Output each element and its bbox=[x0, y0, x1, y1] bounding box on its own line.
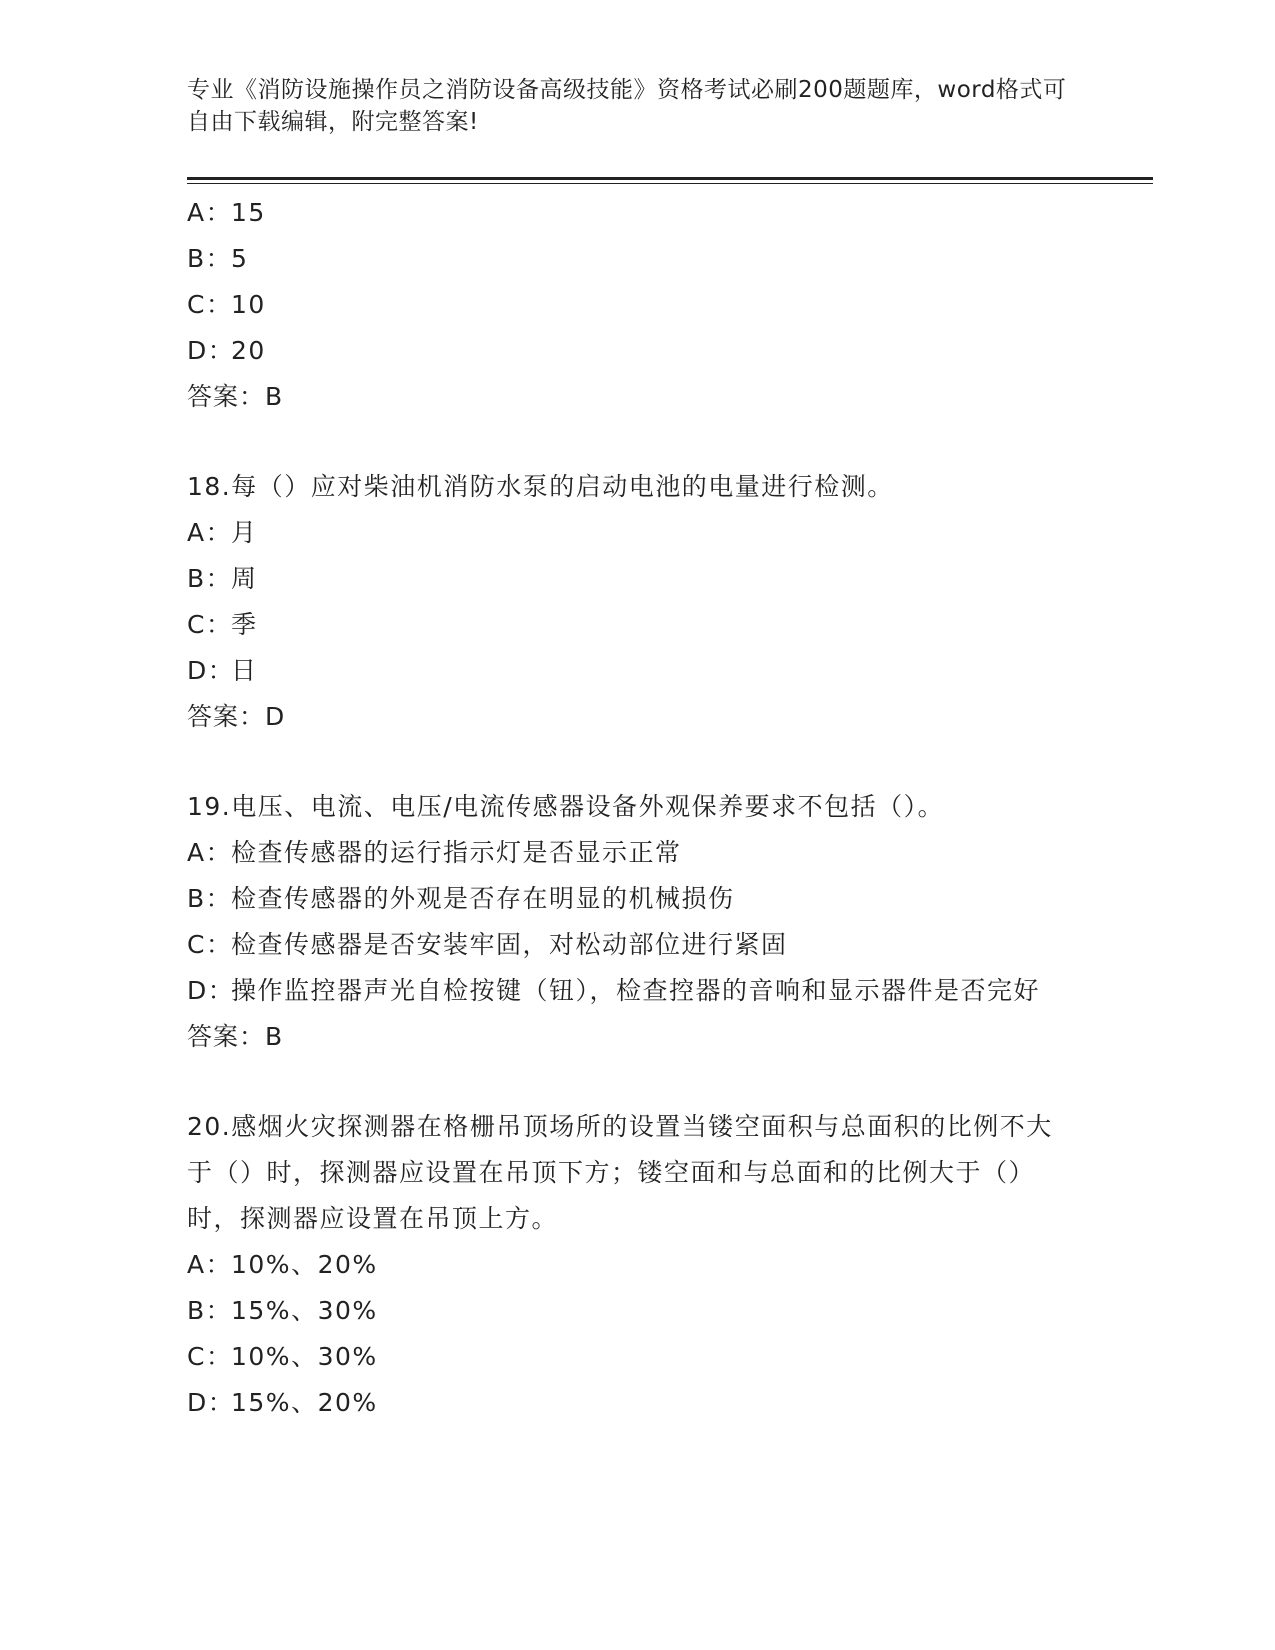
question-19 bbox=[187, 784, 1077, 1060]
option-key: D： bbox=[187, 976, 235, 1005]
answer-line: 答案：B bbox=[187, 382, 284, 411]
option-text: 10%、20% bbox=[231, 1250, 378, 1279]
option-text: 日 bbox=[231, 656, 258, 685]
option-key: A： bbox=[187, 838, 233, 867]
question-18 bbox=[187, 464, 1077, 740]
option-key: D： bbox=[187, 336, 235, 365]
option-d bbox=[187, 968, 1077, 1014]
option-text: 20 bbox=[231, 336, 266, 365]
option-a bbox=[187, 190, 1077, 236]
option-text: 5 bbox=[231, 244, 249, 273]
option-key: D： bbox=[187, 656, 235, 685]
header-rule-thin bbox=[187, 183, 1153, 184]
document-header: 专业《消防设施操作员之消防设备高级技能》资格考试必刷200题题库，word格式可自由下载编辑，附完整答案! bbox=[187, 77, 1067, 135]
option-c bbox=[187, 922, 1077, 968]
question-17 bbox=[187, 190, 1077, 420]
option-text: 15%、20% bbox=[231, 1388, 378, 1417]
question-stem: 20.感烟火灾探测器在格栅吊顶场所的设置当镂空面积与总面积的比例不大于（）时，探测器应设置在吊顶下方；镂空面和与总面和的比例大于（）时，探测器应设置在吊顶上方。 bbox=[187, 1112, 1053, 1233]
option-b bbox=[187, 1288, 1077, 1334]
option-c bbox=[187, 602, 1077, 648]
option-text: 15%、30% bbox=[231, 1296, 378, 1325]
option-text: 10%、30% bbox=[231, 1342, 378, 1371]
option-b bbox=[187, 876, 1077, 922]
option-key: B： bbox=[187, 244, 233, 273]
option-text: 周 bbox=[231, 564, 258, 593]
option-text: 检查传感器的外观是否存在明显的机械损伤 bbox=[231, 884, 735, 913]
option-key: A： bbox=[187, 198, 233, 227]
option-key: B： bbox=[187, 564, 233, 593]
option-a bbox=[187, 1242, 1077, 1288]
question-20 bbox=[187, 1104, 1077, 1426]
option-c bbox=[187, 1334, 1077, 1380]
option-a bbox=[187, 830, 1077, 876]
question-list bbox=[187, 190, 1077, 1426]
question-stem: 18.每（）应对柴油机消防水泵的启动电池的电量进行检测。 bbox=[187, 472, 894, 501]
answer-line: 答案：D bbox=[187, 702, 286, 731]
option-text: 检查传感器的运行指示灯是否显示正常 bbox=[231, 838, 682, 867]
option-key: C： bbox=[187, 290, 233, 319]
option-d bbox=[187, 328, 1077, 374]
option-key: C： bbox=[187, 930, 233, 959]
option-key: C： bbox=[187, 1342, 233, 1371]
option-key: A： bbox=[187, 518, 233, 547]
option-d bbox=[187, 1380, 1077, 1426]
option-key: B： bbox=[187, 884, 233, 913]
option-text: 季 bbox=[231, 610, 258, 639]
option-d bbox=[187, 648, 1077, 694]
option-b bbox=[187, 236, 1077, 282]
option-key: D： bbox=[187, 1388, 235, 1417]
option-a bbox=[187, 510, 1077, 556]
option-key: B： bbox=[187, 1296, 233, 1325]
option-key: A： bbox=[187, 1250, 233, 1279]
option-text: 操作监控器声光自检按键（钮），检查控器的音响和显示器件是否完好 bbox=[231, 976, 1041, 1005]
answer-line: 答案：B bbox=[187, 1022, 284, 1051]
option-text: 月 bbox=[231, 518, 258, 547]
document-page bbox=[187, 0, 1157, 1650]
option-text: 10 bbox=[231, 290, 266, 319]
option-text: 检查传感器是否安装牢固，对松动部位进行紧固 bbox=[231, 930, 788, 959]
option-key: C： bbox=[187, 610, 233, 639]
option-c bbox=[187, 282, 1077, 328]
question-stem: 19.电压、电流、电压/电流传感器设备外观保养要求不包括（）。 bbox=[187, 792, 945, 821]
option-text: 15 bbox=[231, 198, 266, 227]
header-rule-thick bbox=[187, 177, 1153, 180]
option-b bbox=[187, 556, 1077, 602]
